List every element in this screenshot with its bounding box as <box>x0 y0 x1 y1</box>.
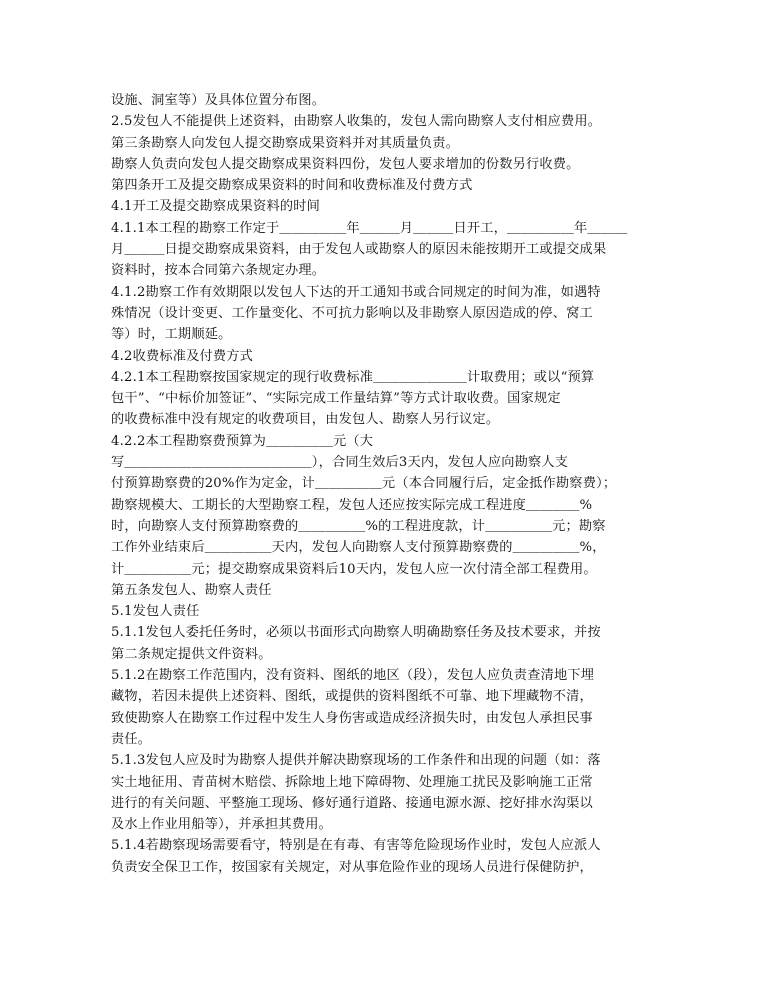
text-line: 5.1.4若勘察现场需要看守，特别是在有毒、有害等危险现场作业时，发包人应派人 <box>111 838 601 854</box>
text-line: 及水上作业用船等），并承担其费用。 <box>111 817 332 833</box>
text-line: 2.5发包人不能提供上述资料，由勘察人收集的，发包人需向勘察人支付相应费用。 <box>111 114 602 130</box>
text-line: 写＿＿＿＿＿＿＿＿＿＿＿＿＿＿），合同生效后3天内，发包人应向勘察人支 <box>111 455 569 471</box>
text-line: 责任。 <box>111 731 152 747</box>
text-line: 5.1.1发包人委托任务时，必须以书面形式向勘察人明确勘察任务及技术要求，并按 <box>111 625 601 641</box>
text-line: 工作外业结束后＿＿＿＿＿天内，发包人向勘察人支付预算勘察费的＿＿＿＿＿%， <box>111 540 606 556</box>
subsection-heading: 5.1发包人责任 <box>111 604 200 620</box>
text-line: 月＿＿＿日提交勘察成果资料，由于发包人或勘察人的原因未能按期开工或提交成果 <box>111 242 607 258</box>
text-line: 资料时，按本合同第六条规定办理。 <box>111 263 326 279</box>
text-line: 等）时，工期顺延。 <box>111 327 232 343</box>
text-line: 第二条规定提供文件资料。 <box>111 646 272 662</box>
text-line: 第三条勘察人向发包人提交勘察成果资料并对其质量负责。 <box>111 135 460 151</box>
text-line: 计＿＿＿＿＿元；提交勘察成果资料后10天内，发包人应一次付清全部工程费用。 <box>111 561 597 577</box>
section-heading: 第四条开工及提交勘察成果资料的时间和收费标准及付费方式 <box>111 178 473 194</box>
text-line: 实土地征用、青苗树木赔偿、拆除地上地下障碍物、处理施工扰民及影响施工正常 <box>111 774 593 790</box>
text-line: 5.1.3发包人应及时为勘察人提供并解决勘察现场的工作条件和出现的问题（如：落 <box>111 753 601 769</box>
text-line: 设施、洞室等）及具体位置分布图。 <box>111 93 326 108</box>
text-line: 勘察人负责向发包人提交勘察成果资料四份，发包人要求增加的份数另行收费。 <box>111 156 580 172</box>
subsection-heading: 4.2收费标准及付费方式 <box>111 348 254 364</box>
text-line: 5.1.2在勘察工作范围内，没有资料、图纸的地区（段），发包人应负责查清地下埋 <box>111 668 595 684</box>
text-line: 付预算勘察费的20%作为定金，计＿＿＿＿＿元（本合同履行后，定金抵作勘察费）； <box>111 476 617 492</box>
subsection-heading: 4.1开工及提交勘察成果资料的时间 <box>111 199 320 215</box>
section-heading: 第五条发包人、勘察人责任 <box>111 582 272 598</box>
text-line: 进行的有关问题、平整施工现场、修好通行道路、接通电源水源、挖好排水沟渠以 <box>111 795 593 811</box>
text-line: 4.1.1本工程的勘察工作定于＿＿＿＿＿年＿＿＿月＿＿＿日开工，＿＿＿＿＿年＿＿＿ <box>111 220 628 236</box>
text-line: 包干”、“中标价加签证”、“实际完成工作量结算”等方式计取收费。国家规定 <box>111 391 561 407</box>
text-line: 的收费标准中没有规定的收费项目，由发包人、勘察人另行议定。 <box>111 412 500 428</box>
text-line: 时，向勘察人支付预算勘察费的＿＿＿＿＿%的工程进度款，计＿＿＿＿＿元；勘察 <box>111 518 606 534</box>
text-line: 勘察规模大、工期长的大型勘察工程，发包人还应按实际完成工程进度＿＿＿＿% <box>111 497 593 513</box>
text-line: 藏物，若因未提供上述资料、图纸，或提供的资料图纸不可靠、地下埋藏物不清， <box>111 689 593 705</box>
text-line: 负责安全保卫工作，按国家有关规定，对从事危险作业的现场人员进行保健防护， <box>111 859 593 875</box>
text-line: 4.2.1本工程勘察按国家规定的现行收费标准＿＿＿＿＿＿＿计取费用；或以“预算 <box>111 369 595 385</box>
text-line: 4.1.2勘察工作有效期限以发包人下达的开工通知书或合同规定的时间为准，如遇特 <box>111 284 601 300</box>
text-line: 殊情况（设计变更、工作量变化、不可抗力影响以及非勘察人原因造成的停、窝工 <box>111 305 593 321</box>
text-line: 致使勘察人在勘察工作过程中发生人身伤害或造成经济损失时，由发包人承担民事 <box>111 710 593 726</box>
text-line: 4.2.2本工程勘察费预算为＿＿＿＿＿元（大 <box>111 433 374 449</box>
document-page <box>111 90 657 878</box>
